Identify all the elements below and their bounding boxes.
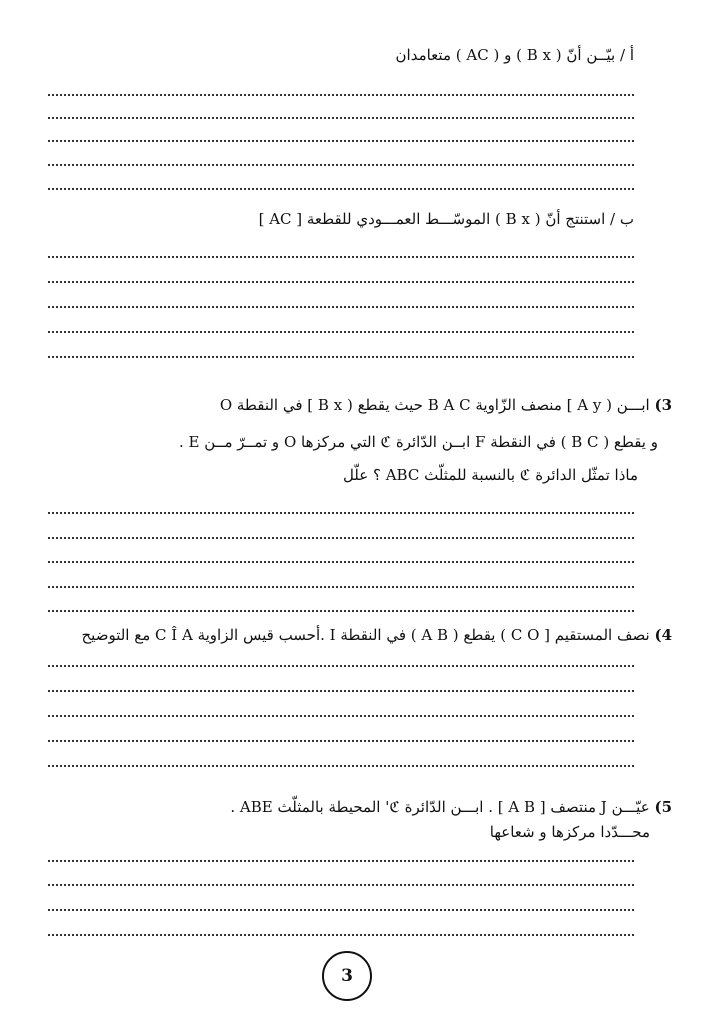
q4-line1: [40, 626, 672, 644]
answer-line: [48, 140, 634, 142]
answer-line: [48, 586, 634, 588]
q3-line1-text: ابـــن ( A y ] منصف الزّاوية B A C حيث يقطع ( B x ] في النقطة O: [219, 396, 650, 414]
q4-line1-text: نصف المستقيم [ C O ) يقطع ( A B ) في النقطة I .أحسب قيس الزاوية C Î A مع التوضيح: [81, 626, 650, 644]
answer-line: [48, 690, 634, 692]
answer-line: [48, 884, 634, 886]
answer-line: [48, 665, 634, 667]
q5-number: 5): [654, 798, 672, 816]
answer-line: [48, 356, 634, 358]
answer-line: [48, 765, 634, 767]
answer-line: [48, 537, 634, 539]
q2b-text: ب / استنتج أنّ ( B x ) الموسّـــط العمـــودي للقطعة [ AC ]: [258, 210, 634, 228]
q3-line1: [40, 396, 672, 414]
answer-line: [48, 610, 634, 612]
q5-line1: [40, 798, 672, 816]
answer-line: [48, 117, 634, 119]
answer-line: [48, 715, 634, 717]
q3-number: 3): [654, 396, 672, 414]
answer-line: [48, 934, 634, 936]
answer-line: [48, 94, 634, 96]
answer-line: [48, 164, 634, 166]
answer-line: [48, 512, 634, 514]
q2a-text: أ / بيّــن أنّ ( B x ) و ( AC ) متعامدان: [395, 46, 634, 64]
q3-line2: و يقطع ( B C ) في النقطة F ابــن الدّائرة ℭ التي مركزها O و تمــرّ مــن E .: [178, 433, 658, 451]
q3-line3: ماذا تمثّل الدائرة ℭ بالنسبة للمثلّث ABC ؟ علّل: [342, 466, 638, 484]
q4-number: 4): [654, 626, 672, 644]
page-number: [322, 951, 372, 1001]
answer-line: [48, 256, 634, 258]
answer-line: [48, 281, 634, 283]
answer-line: [48, 740, 634, 742]
answer-line: [48, 306, 634, 308]
page-number-text: 3: [341, 966, 353, 986]
answer-line: [48, 331, 634, 333]
q5-line1-text: عيّـــن J منتصف [ A B ] . ابـــن الدّائرة ℭ' المحيطة بالمثلّث ABE .: [230, 798, 650, 816]
answer-line: [48, 909, 634, 911]
answer-line: [48, 860, 634, 862]
answer-line: [48, 561, 634, 563]
q5-line2: محـــدّدا مركزها و شعاعها: [489, 823, 650, 841]
answer-line: [48, 188, 634, 190]
